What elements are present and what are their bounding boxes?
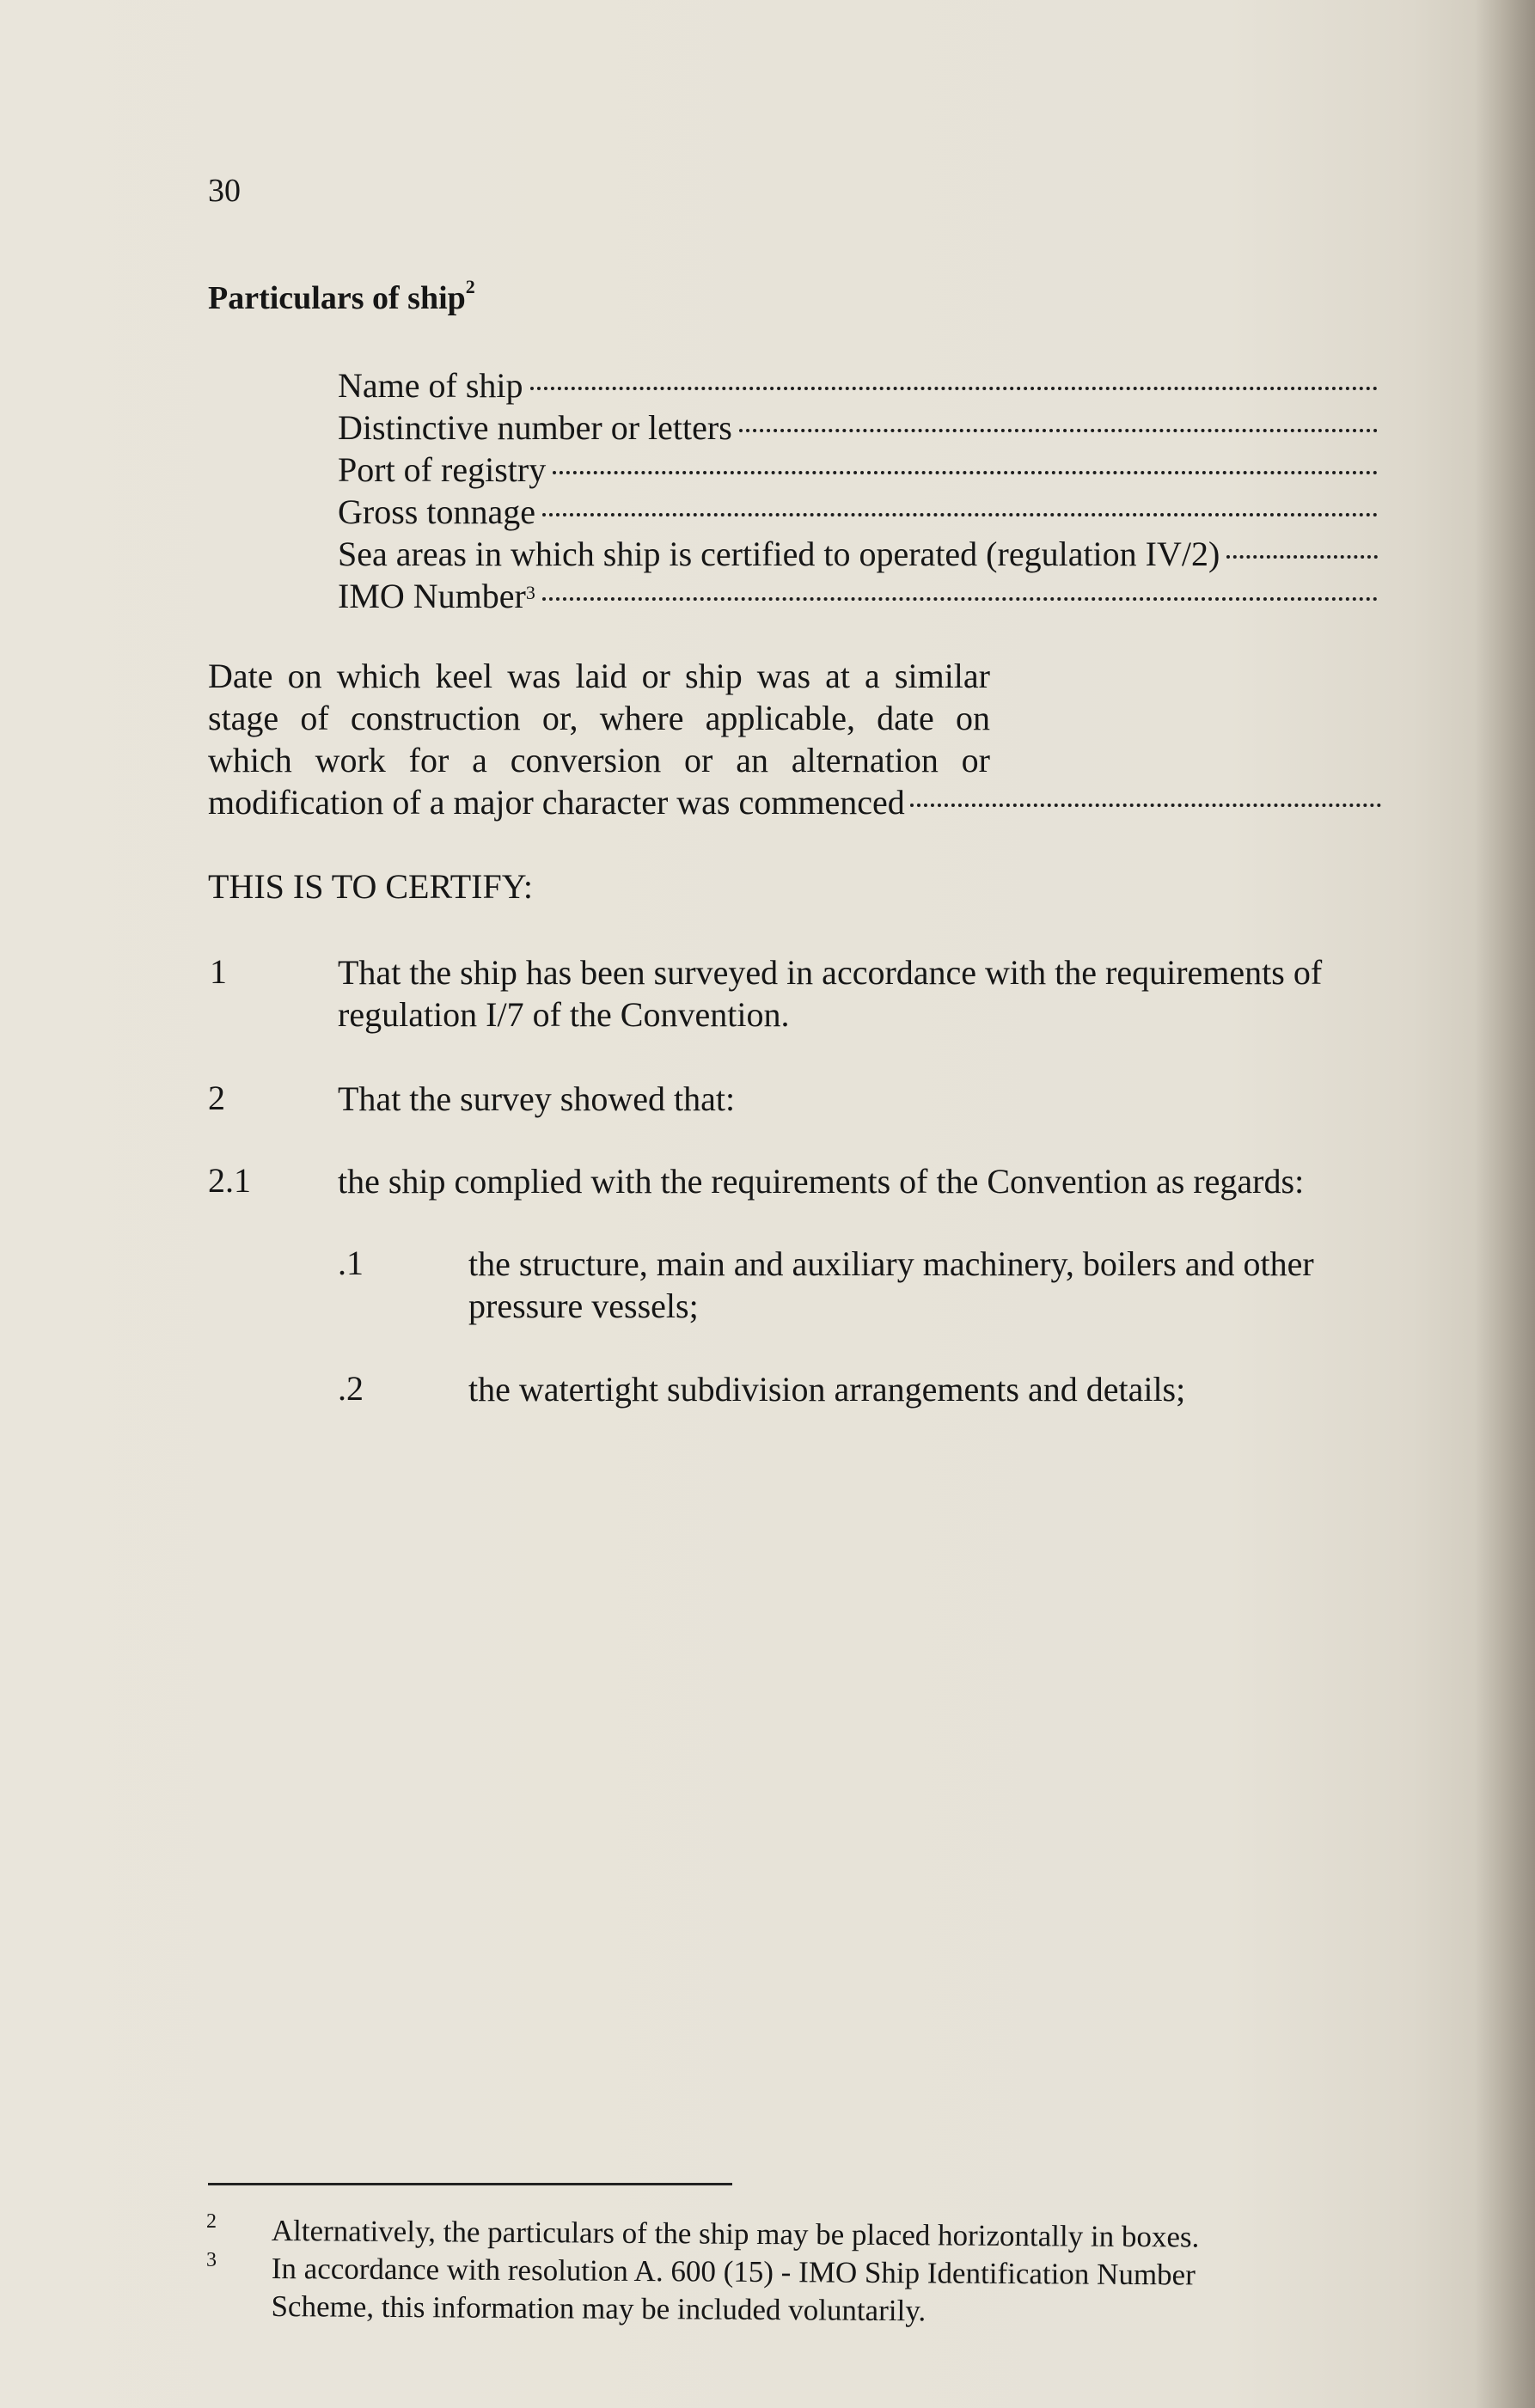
field-label: Gross tonnage [338,492,535,531]
field-sea-areas [338,534,1378,575]
item-line: the structure, main and auxiliary machinery, boilers and other [468,1244,1314,1283]
heading-text: Particulars of ship [208,280,466,316]
field-label [338,576,542,617]
field-name-of-ship [338,365,1378,406]
field-gross-tonnage [338,492,1378,533]
particulars-heading [208,276,475,317]
dotted-leader [739,429,1378,432]
field-label: Port of registry [338,450,547,489]
footnote-mark: 2 [206,2210,217,2233]
keel-line: modification of a major character was commenced [208,783,905,822]
footnote-separator [208,2183,732,2185]
footnote-line: In accordance with resolution A. 600 (15) - IMO Ship Identification Number [271,2252,1196,2292]
footnote-text [271,2250,1196,2332]
subitem-text [468,1243,1314,1327]
page-edge-shadow [1475,0,1535,2408]
field-label: Name of ship [338,366,523,405]
page-number: 30 [208,173,241,209]
keel-line: Date on which keel was laid or ship was at a similar [208,657,990,695]
footnote-ref-2: 2 [465,276,475,297]
footnote-line: Scheme, this information may be included voluntarily. [271,2289,927,2328]
footnote-text [272,2212,1200,2257]
field-label: Distinctive number or letters [338,408,732,447]
keel-last-line [208,781,1381,823]
item-line: pressure vessels; [468,1287,699,1325]
item-line: regulation I/7 of the Convention. [338,995,790,1034]
certify-heading: THIS IS TO CERTIFY: [208,867,534,906]
footnote-line: Alternatively, the particulars of the ship may be placed horizontally in boxes. [271,2214,1200,2254]
keel-date-paragraph [208,655,1381,823]
footnote-ref-3: 3 [525,582,535,603]
subitem-number: .1 [338,1244,364,1282]
item-text [338,951,1322,1036]
field-imo-number [338,576,1378,617]
dotted-leader [542,597,1378,601]
footnote-mark: 3 [206,2249,217,2271]
item-line: the ship complied with the requirements of the Convention as regards: [338,1162,1305,1201]
item-line: the watertight subdivision arrangements and details; [468,1370,1186,1409]
subitem-text [468,1368,1185,1410]
field-distinctive-number [338,407,1378,449]
subitem-number: .2 [338,1369,364,1408]
dotted-leader [542,513,1378,516]
item-text [338,1160,1304,1202]
dotted-leader [553,471,1378,474]
item-number: 2 [208,1079,225,1117]
keel-line: which work for a conversion or an alternation or [208,741,990,779]
item-text [338,1078,735,1120]
dotted-leader [1226,555,1378,559]
item-number: 1 [210,952,227,991]
field-label-text: IMO Number [338,577,526,615]
field-port-of-registry [338,449,1378,491]
field-label: Sea areas in which ship is certified to operated (regulation IV/2) [338,535,1220,573]
item-number: 2.1 [208,1161,251,1200]
item-line: That the survey showed that: [338,1079,736,1118]
dotted-leader [530,387,1378,390]
keel-line: stage of construction or, where applicable, date on [208,699,990,737]
item-line: That the ship has been surveyed in accordance with the requirements of [338,953,1323,992]
dotted-leader [910,804,1381,807]
